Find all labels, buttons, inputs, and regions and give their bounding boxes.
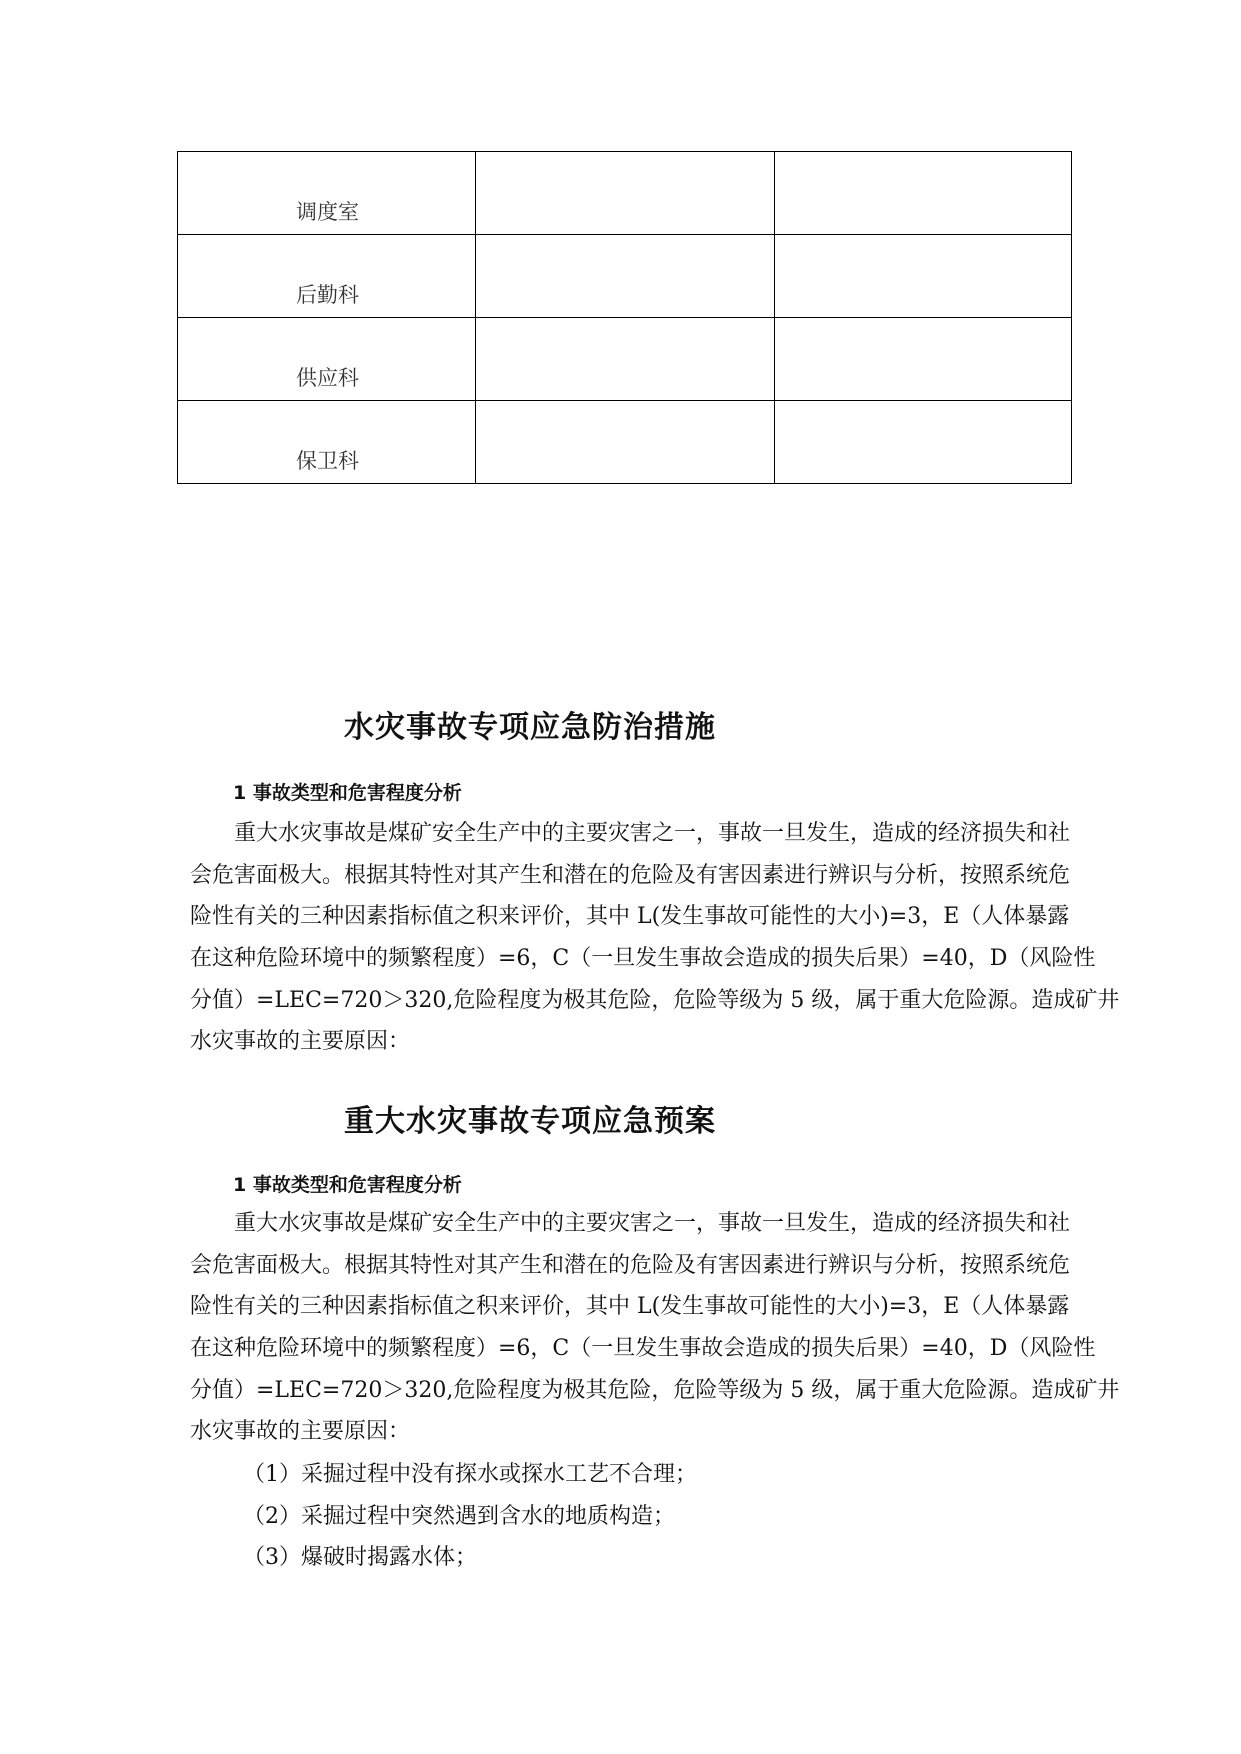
paragraph-line: 分值）=LEC=720＞320,危险程度为极其危险，危险等级为 5 级，属于重大危险源。造成矿井: [190, 1377, 1120, 1403]
section-heading: 1 事故类型和危害程度分析: [233, 782, 462, 804]
table-cell: [476, 401, 775, 484]
table-cell: [476, 152, 775, 235]
table-cell: [178, 152, 476, 235]
table-cell: [775, 401, 1072, 484]
paragraph-line: 重大水灾事故是煤矿安全生产中的主要灾害之一，事故一旦发生，造成的经济损失和社: [234, 1211, 1071, 1236]
table-cell: [775, 318, 1072, 401]
table-row: [178, 318, 1072, 401]
paragraph: [190, 813, 1120, 1063]
paragraph-line: 重大水灾事故是煤矿安全生产中的主要灾害之一，事故一旦发生，造成的经济损失和社: [234, 821, 1071, 846]
paragraph-line: 会危害面极大。根据其特性对其产生和潜在的危险及有害因素进行辨识与分析，按照系统危: [190, 862, 1071, 888]
section-title: 重大水灾事故专项应急预案: [344, 1104, 716, 1139]
list-item: （2）采掘过程中突然遇到含水的地质构造；: [243, 1503, 675, 1529]
paragraph-line: 在这种危险环境中的频繁程度）=6，C（一旦发生事故会造成的损失后果）=40，D（风险性: [190, 946, 1096, 972]
table-cell: [178, 235, 476, 318]
department-label: 供应科: [296, 366, 359, 390]
section-heading: 1 事故类型和危害程度分析: [233, 1174, 462, 1196]
table-row: [178, 401, 1072, 484]
table-cell: [775, 235, 1072, 318]
department-table: [177, 151, 1072, 484]
department-label: 调度室: [296, 200, 359, 224]
paragraph-line: 在这种危险环境中的频繁程度）=6，C（一旦发生事故会造成的损失后果）=40，D（风险性: [190, 1336, 1096, 1362]
table-cell: [178, 318, 476, 401]
paragraph-line: 险性有关的三种因素指标值之积来评价，其中 L(发生事故可能性的大小)=3，E（人体暴露: [190, 904, 1070, 930]
paragraph-line: 水灾事故的主要原因：: [190, 1419, 411, 1445]
paragraph-line: 险性有关的三种因素指标值之积来评价，其中 L(发生事故可能性的大小)=3，E（人体暴露: [190, 1294, 1070, 1320]
paragraph: [190, 1203, 1120, 1453]
paragraph-line: 分值）=LEC=720＞320,危险程度为极其危险，危险等级为 5 级，属于重大危险源。造成矿井: [190, 987, 1120, 1013]
list-item: （1）采掘过程中没有探水或探水工艺不合理；: [243, 1462, 697, 1487]
table-row: [178, 235, 1072, 318]
section-title: 水灾事故专项应急防治措施: [344, 710, 716, 745]
table-cell: [476, 235, 775, 318]
table-cell: [476, 318, 775, 401]
table-cell: [775, 152, 1072, 235]
paragraph-line: 会危害面极大。根据其特性对其产生和潜在的危险及有害因素进行辨识与分析，按照系统危: [190, 1252, 1071, 1278]
department-label: 保卫科: [296, 449, 359, 473]
cause-list: [243, 1454, 697, 1579]
department-label: 后勤科: [296, 283, 359, 307]
table-row: [178, 152, 1072, 235]
table-cell: [178, 401, 476, 484]
list-item: （3）爆破时揭露水体；: [243, 1545, 477, 1571]
paragraph-line: 水灾事故的主要原因：: [190, 1029, 411, 1055]
